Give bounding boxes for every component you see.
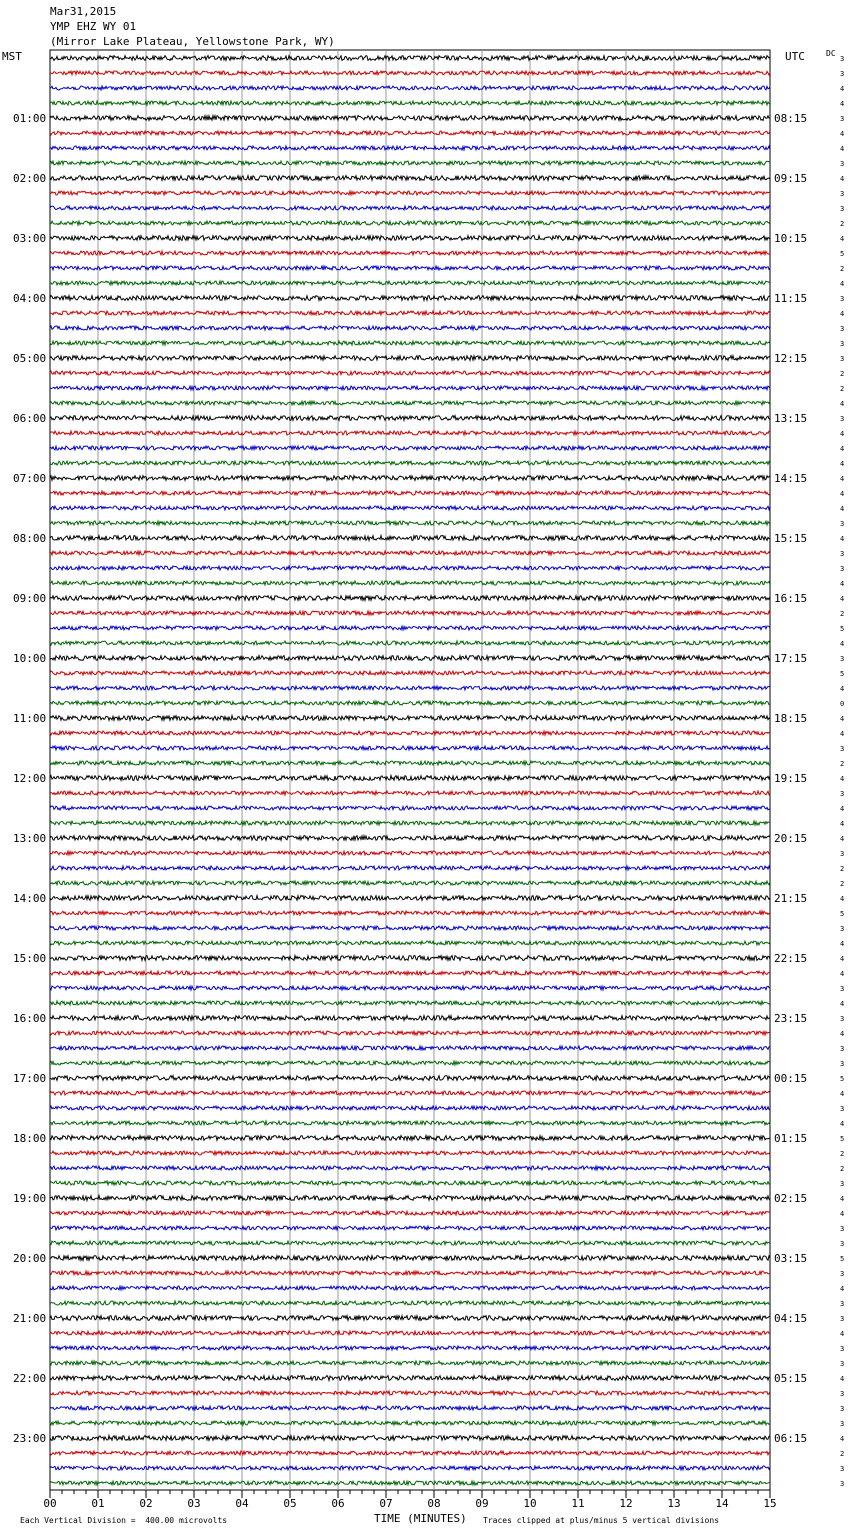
right-timezone-label: UTC [785,50,805,63]
dc-offset-value: 3 [840,1315,845,1323]
dc-offset-value: 2 [840,1165,845,1173]
left-hour-label: 15:00 [13,952,47,965]
trace-line [50,986,770,990]
trace-line [50,296,770,301]
trace-line [50,1211,770,1215]
trace-line [50,506,770,510]
trace-line [50,311,770,315]
dc-offset-value: 3 [840,1060,845,1068]
trace-line [50,146,770,150]
right-hour-label: 02:15 [774,1192,808,1205]
trace-line [50,116,770,121]
trace-line [50,461,770,465]
left-hour-label: 19:00 [13,1192,47,1205]
dc-offset-value: 4 [840,730,845,738]
right-hour-label: 23:15 [774,1012,808,1025]
dc-offset-value: 3 [840,1480,845,1488]
dc-offset-value: 4 [840,235,845,243]
trace-line [50,1076,770,1081]
trace-line [50,476,770,481]
right-hour-label: 11:15 [774,292,808,305]
right-hour-label: 15:15 [774,532,808,545]
dc-offset-value: 3 [840,325,845,333]
trace-line [50,161,770,165]
right-hour-label: 22:15 [774,952,808,965]
dc-offset-value: 3 [840,1345,845,1353]
dc-offset-value: 4 [840,940,845,948]
dc-offset-value: 4 [840,505,845,513]
dc-offset-value: 3 [840,415,845,423]
left-hour-label: 02:00 [13,172,47,185]
dc-offset-value: 5 [840,670,845,678]
trace-line [50,806,770,810]
trace-line [50,761,770,765]
x-tick-label: 01 [91,1497,105,1510]
x-tick-label: 03 [187,1497,201,1510]
trace-line [50,1136,770,1141]
dc-offset-value: 4 [840,685,845,693]
trace-line [50,791,770,795]
trace-line [50,911,770,915]
dc-offset-value: 4 [840,1375,845,1383]
left-hour-label: 11:00 [13,712,47,725]
trace-line [50,1451,770,1455]
trace-line [50,701,770,705]
trace-line [50,1421,770,1425]
vertical-division-note: Each Vertical Division = 400.00 microvolts [20,1516,228,1525]
x-axis-title: TIME (MINUTES) [374,1512,467,1525]
trace-line [50,1106,770,1110]
trace-line [50,941,770,945]
header-station: YMP EHZ WY 01 [50,20,137,33]
trace-line [50,1226,770,1230]
trace-line [50,896,770,901]
right-hour-label: 17:15 [774,652,808,665]
dc-offset-value: 3 [840,1180,845,1188]
x-tick-label: 05 [283,1497,297,1510]
dc-offset-value: 3 [840,340,845,348]
trace-line [50,971,770,975]
left-hour-label: 20:00 [13,1252,47,1265]
dc-offset-value: 3 [840,190,845,198]
left-hour-label: 14:00 [13,892,47,905]
left-hour-label: 21:00 [13,1312,47,1325]
trace-line [50,326,770,330]
trace-line [50,251,770,255]
dc-offset-value: 3 [840,1240,845,1248]
dc-offset-header: DC [826,49,836,58]
trace-line [50,386,770,390]
trace-line [50,446,770,450]
trace-line [50,1376,770,1381]
trace-line [50,581,770,585]
trace-line [50,536,770,541]
dc-offset-value: 4 [840,490,845,498]
trace-line [50,1406,770,1410]
dc-offset-value: 2 [840,220,845,228]
trace-line [50,1331,770,1335]
right-hour-label: 12:15 [774,352,808,365]
trace-line [50,1166,770,1170]
dc-offset-value: 2 [840,610,845,618]
trace-line [50,641,770,645]
dc-offset-value: 3 [840,925,845,933]
dc-offset-value: 4 [840,400,845,408]
dc-offset-value: 3 [840,985,845,993]
x-tick-label: 12 [619,1497,633,1510]
trace-line [50,1196,770,1201]
trace-line [50,371,770,375]
dc-offset-value: 3 [840,1405,845,1413]
x-tick-label: 09 [475,1497,489,1510]
trace-line [50,221,770,225]
dc-offset-value: 3 [840,1045,845,1053]
dc-offset-value: 4 [840,145,845,153]
left-hour-label: 22:00 [13,1372,47,1385]
dc-offset-value: 3 [840,850,845,858]
dc-offset-value: 4 [840,85,845,93]
trace-line [50,1121,770,1125]
dc-offset-value: 4 [840,1435,845,1443]
trace-line [50,431,770,435]
right-hour-label: 21:15 [774,892,808,905]
trace-line [50,101,770,105]
dc-offset-value: 4 [840,460,845,468]
trace-line [50,521,770,525]
right-hour-label: 13:15 [774,412,808,425]
dc-offset-value: 5 [840,1075,845,1083]
left-hour-label: 04:00 [13,292,47,305]
x-tick-label: 02 [139,1497,153,1510]
trace-line [50,626,770,630]
right-hour-label: 03:15 [774,1252,808,1265]
right-hour-label: 08:15 [774,112,808,125]
left-hour-label: 10:00 [13,652,47,665]
left-hour-label: 16:00 [13,1012,47,1025]
x-tick-label: 13 [667,1497,681,1510]
trace-line [50,551,770,555]
x-tick-label: 14 [715,1497,729,1510]
dc-offset-value: 4 [840,1090,845,1098]
dc-offset-value: 4 [840,310,845,318]
trace-line [50,1151,770,1155]
dc-offset-value: 2 [840,865,845,873]
trace-line [50,611,770,615]
dc-offset-value: 4 [840,1195,845,1203]
trace-line [50,776,770,781]
dc-offset-value: 5 [840,1255,845,1263]
trace-line [50,1361,770,1365]
trace-line [50,1391,770,1395]
left-hour-label: 23:00 [13,1432,47,1445]
dc-offset-value: 3 [840,205,845,213]
dc-offset-value: 3 [840,1420,845,1428]
dc-offset-value: 4 [840,895,845,903]
x-tick-label: 10 [523,1497,537,1510]
header-date: Mar31,2015 [50,5,117,18]
right-hour-label: 05:15 [774,1372,808,1385]
trace-line [50,656,770,661]
trace-line [50,356,770,361]
trace-line [50,881,770,885]
dc-offset-value: 4 [840,835,845,843]
dc-offset-value: 4 [840,820,845,828]
dc-offset-value: 4 [840,595,845,603]
dc-offset-value: 2 [840,265,845,273]
trace-line [50,266,770,270]
trace-line [50,716,770,721]
dc-offset-value: 4 [840,970,845,978]
dc-offset-value: 3 [840,565,845,573]
trace-line [50,1316,770,1321]
x-tick-label: 06 [331,1497,345,1510]
trace-line [50,56,770,61]
dc-offset-value: 3 [840,520,845,528]
dc-offset-value: 4 [840,805,845,813]
trace-line [50,1256,770,1261]
trace-line [50,731,770,735]
trace-line [50,131,770,135]
trace-line [50,86,770,90]
header-location: (Mirror Lake Plateau, Yellowstone Park, WY) [50,35,335,48]
dc-offset-value: 4 [840,640,845,648]
trace-line [50,1061,770,1065]
dc-offset-value: 3 [840,160,845,168]
x-tick-label: 07 [379,1497,393,1510]
x-tick-label: 04 [235,1497,249,1510]
left-hour-label: 07:00 [13,472,47,485]
trace-line [50,1481,770,1485]
dc-offset-value: 3 [840,355,845,363]
left-hour-label: 06:00 [13,412,47,425]
dc-offset-value: 4 [840,535,845,543]
dc-offset-value: 2 [840,1450,845,1458]
trace-line [50,416,770,421]
right-hour-label: 01:15 [774,1132,808,1145]
dc-offset-value: 4 [840,430,845,438]
dc-offset-value: 3 [840,55,845,63]
trace-line [50,1301,770,1305]
dc-offset-value: 4 [840,475,845,483]
trace-line [50,956,770,961]
right-hour-label: 16:15 [774,592,808,605]
dc-offset-value: 4 [840,280,845,288]
dc-offset-value: 3 [840,1105,845,1113]
dc-offset-value: 5 [840,910,845,918]
dc-offset-value: 3 [840,1225,845,1233]
right-hour-label: 20:15 [774,832,808,845]
right-hour-label: 14:15 [774,472,808,485]
trace-line [50,1346,770,1350]
dc-offset-value: 4 [840,130,845,138]
dc-offset-value: 4 [840,1330,845,1338]
trace-line [50,671,770,675]
trace-line [50,1016,770,1021]
dc-offset-value: 4 [840,1030,845,1038]
dc-offset-value: 4 [840,175,845,183]
x-tick-label: 11 [571,1497,585,1510]
dc-offset-value: 4 [840,1285,845,1293]
left-hour-label: 01:00 [13,112,47,125]
left-hour-label: 05:00 [13,352,47,365]
dc-offset-value: 3 [840,1390,845,1398]
trace-line [50,866,770,870]
right-hour-label: 00:15 [774,1072,808,1085]
left-hour-label: 13:00 [13,832,47,845]
dc-offset-value: 3 [840,1015,845,1023]
left-timezone-label: MST [2,50,22,63]
trace-line [50,1046,770,1050]
clipping-note: Traces clipped at plus/minus 5 vertical divisions [483,1516,720,1525]
dc-offset-value: 3 [840,790,845,798]
right-hour-label: 18:15 [774,712,808,725]
x-tick-label: 08 [427,1497,441,1510]
trace-line [50,236,770,241]
dc-offset-value: 4 [840,100,845,108]
dc-offset-value: 4 [840,580,845,588]
left-hour-label: 18:00 [13,1132,47,1145]
trace-line [50,1286,770,1290]
trace-line [50,836,770,841]
dc-offset-value: 2 [840,760,845,768]
dc-offset-value: 2 [840,385,845,393]
dc-offset-value: 4 [840,1210,845,1218]
dc-offset-value: 3 [840,295,845,303]
trace-line [50,1436,770,1441]
dc-offset-value: 3 [840,550,845,558]
trace-line [50,1241,770,1245]
trace-line [50,206,770,210]
left-hour-label: 03:00 [13,232,47,245]
trace-line [50,686,770,690]
dc-offset-value: 3 [840,1360,845,1368]
trace-line [50,176,770,181]
dc-offset-value: 3 [840,70,845,78]
trace-line [50,1001,770,1005]
trace-line [50,1181,770,1185]
dc-offset-value: 4 [840,1000,845,1008]
trace-line [50,926,770,930]
right-hour-label: 10:15 [774,232,808,245]
dc-offset-value: 5 [840,250,845,258]
dc-offset-value: 4 [840,955,845,963]
left-hour-label: 08:00 [13,532,47,545]
dc-offset-value: 2 [840,880,845,888]
trace-line [50,1091,770,1095]
right-hour-label: 06:15 [774,1432,808,1445]
dc-offset-value: 5 [840,1135,845,1143]
dc-offset-value: 2 [840,370,845,378]
right-hour-label: 04:15 [774,1312,808,1325]
trace-line [50,1271,770,1275]
trace-line [50,491,770,495]
trace-line [50,821,770,825]
trace-line [50,566,770,570]
dc-offset-value: 4 [840,715,845,723]
trace-line [50,191,770,195]
dc-offset-value: 3 [840,1300,845,1308]
trace-line [50,746,770,750]
dc-offset-value: 2 [840,1150,845,1158]
left-hour-label: 09:00 [13,592,47,605]
trace-line [50,1031,770,1035]
x-tick-label: 15 [763,1497,777,1510]
dc-offset-value: 3 [840,745,845,753]
left-hour-label: 12:00 [13,772,47,785]
dc-offset-value: 3 [840,1465,845,1473]
dc-offset-value: 0 [840,700,845,708]
trace-line [50,596,770,601]
right-hour-label: 09:15 [774,172,808,185]
left-hour-label: 17:00 [13,1072,47,1085]
trace-line [50,281,770,285]
dc-offset-value: 3 [840,115,845,123]
dc-offset-value: 4 [840,775,845,783]
x-tick-label: 00 [43,1497,57,1510]
right-hour-label: 19:15 [774,772,808,785]
dc-offset-value: 4 [840,445,845,453]
trace-line [50,1466,770,1470]
dc-offset-value: 4 [840,1120,845,1128]
dc-offset-value: 3 [840,1270,845,1278]
trace-line [50,341,770,345]
trace-line [50,71,770,75]
trace-line [50,401,770,405]
dc-offset-value: 3 [840,655,845,663]
dc-offset-value: 5 [840,625,845,633]
trace-line [50,851,770,855]
